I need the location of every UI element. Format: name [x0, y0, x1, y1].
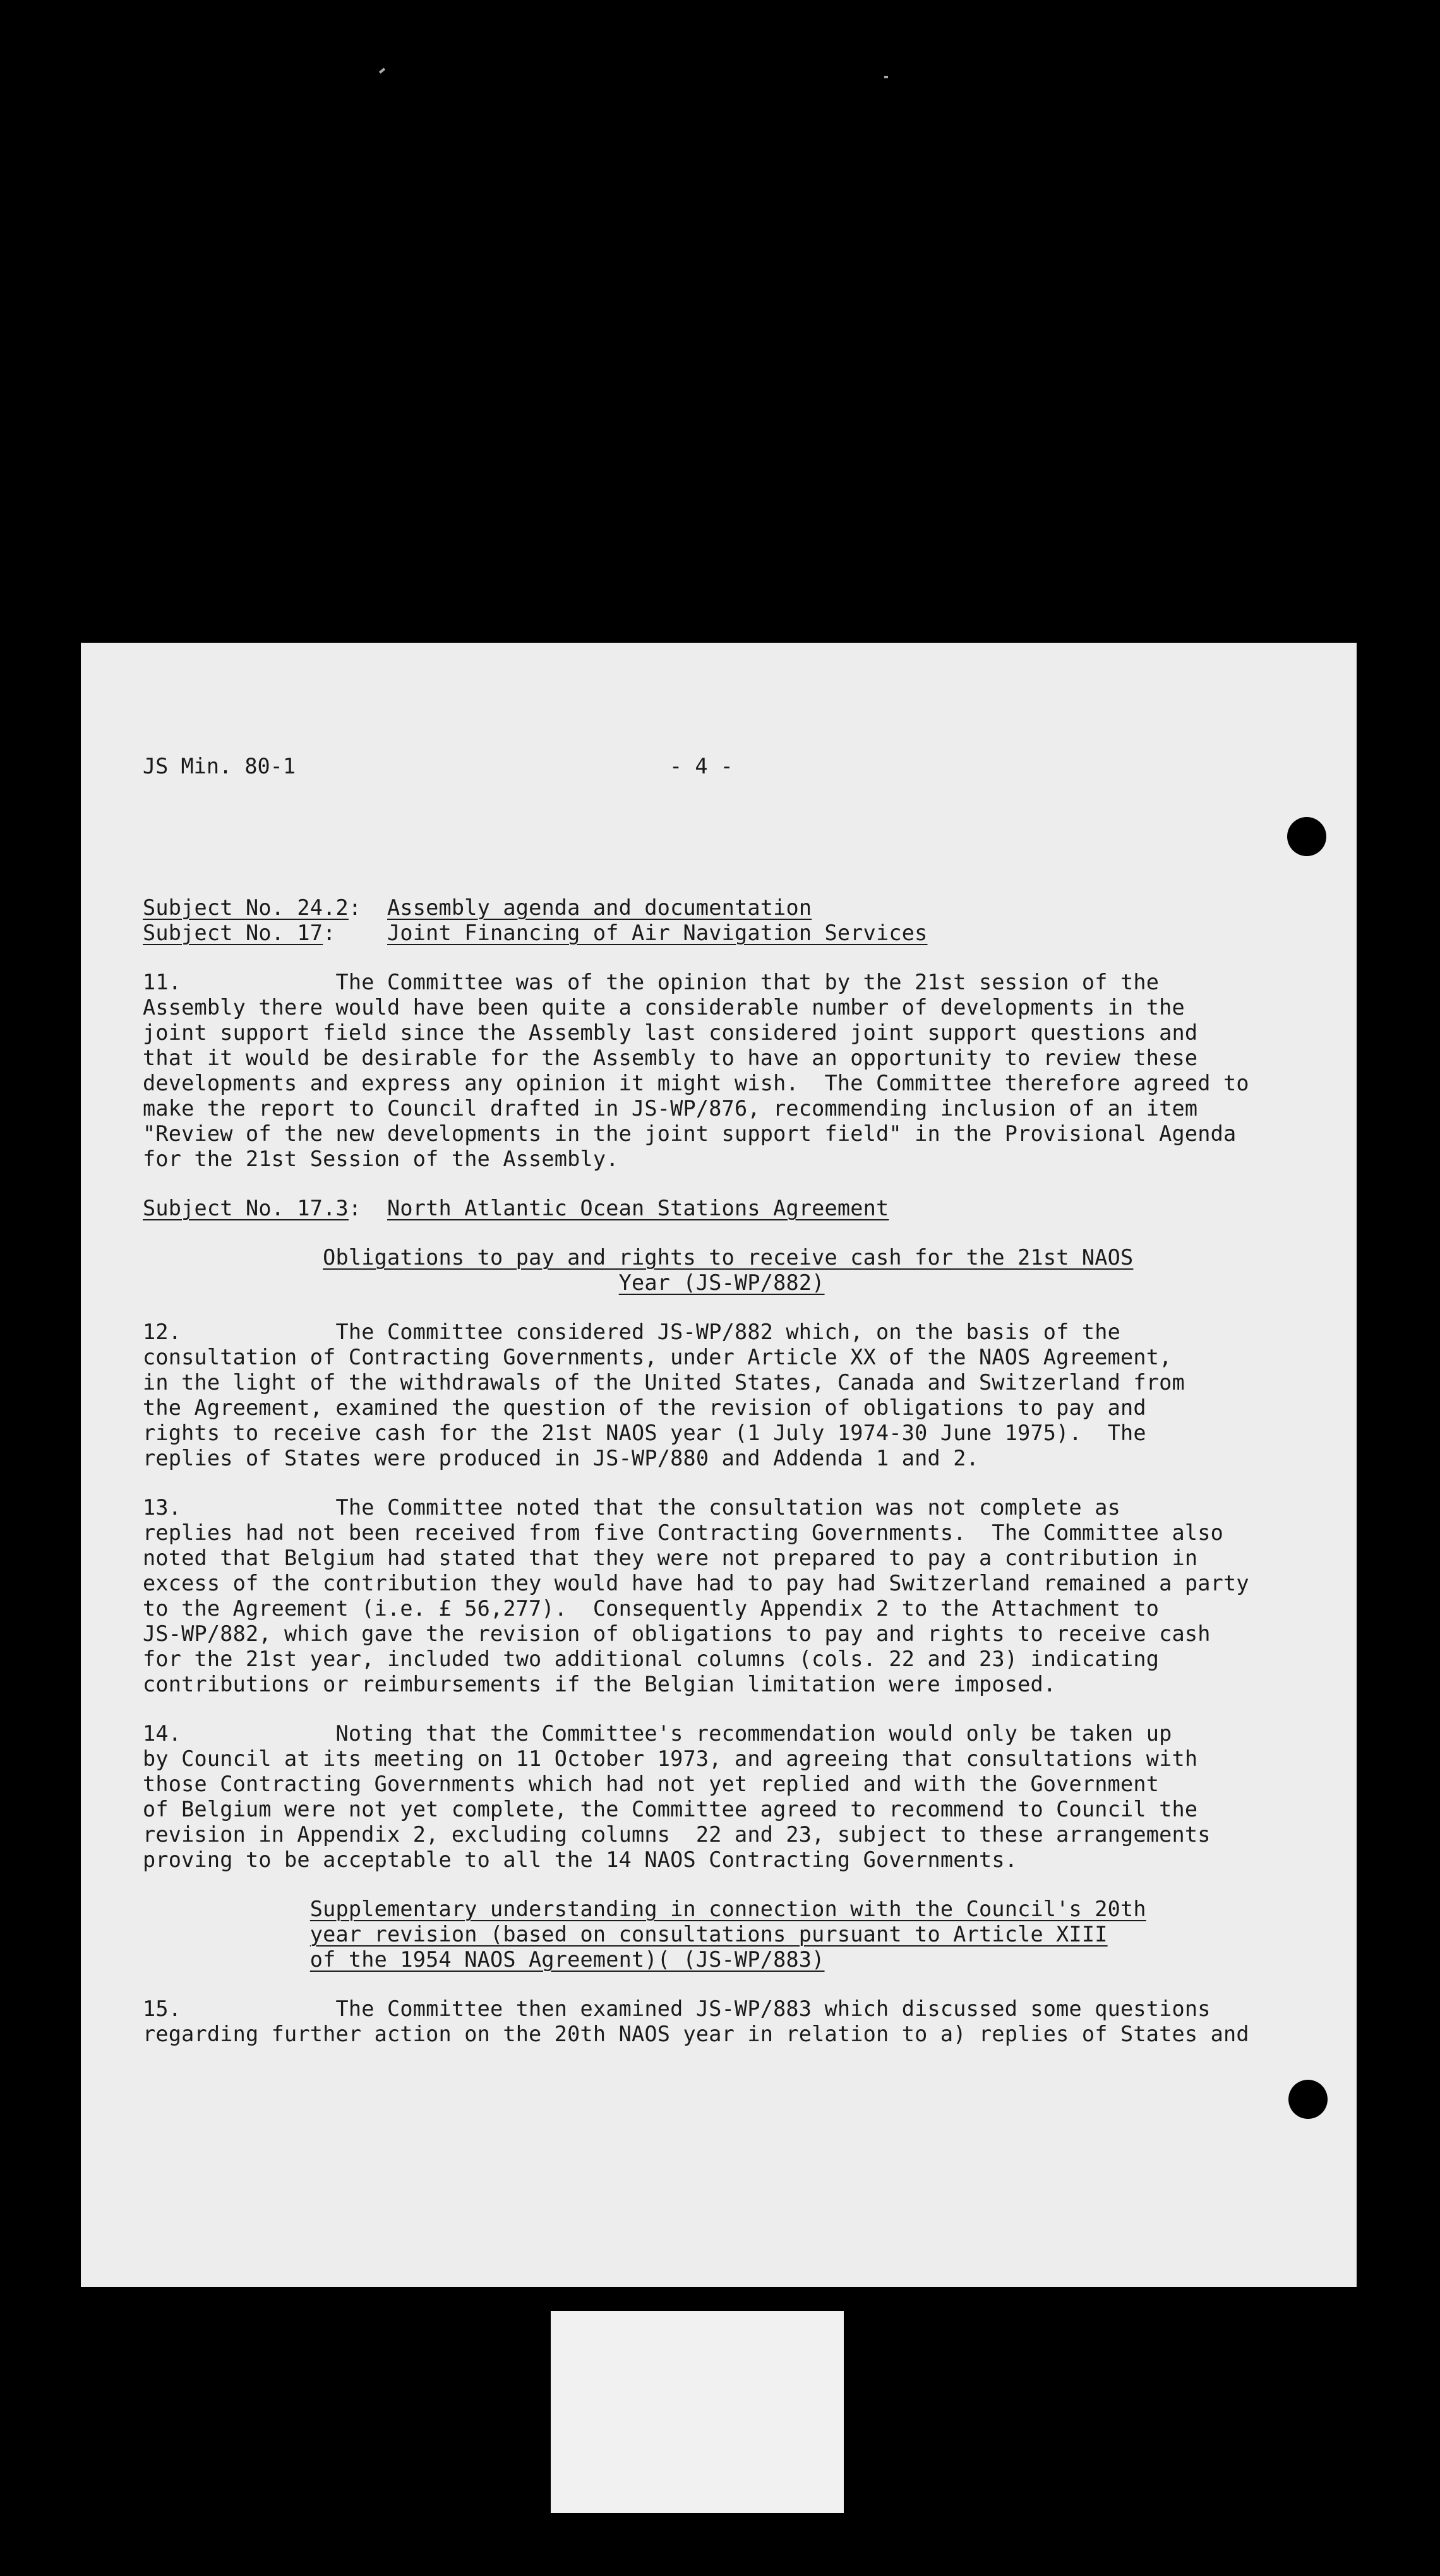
underlined-text: year revision (based on consultations pursuant to Article XIII	[309, 1922, 1108, 1947]
text-segment: of Belgium were not yet complete, the Committee agreed to recommend to Council the	[143, 1797, 1198, 1822]
text-segment: in the light of the withdrawals of the United States, Canada and Switzerland from	[143, 1370, 1185, 1395]
underlined-text: Subject No. 17	[143, 921, 323, 945]
text-line	[143, 1046, 1197, 1071]
text-line	[143, 2022, 1249, 2047]
underlined-text: Supplementary understanding in connection with the Council's 20th	[309, 1897, 1146, 1921]
text-line	[143, 1922, 1108, 1947]
text-line	[143, 1096, 1197, 1121]
text-segment: that it would be desirable for the Assembly to have an opportunity to review these	[143, 1046, 1198, 1070]
text-segment	[143, 1897, 310, 1921]
text-line	[143, 1596, 1159, 1621]
text-segment: consultation of Contracting Governments, under Article XX of the NAOS Agreement,	[143, 1345, 1172, 1369]
text-segment: contributions or reimbursements if the Belgian limitation were imposed.	[143, 1672, 1057, 1696]
page-number: - 4 -	[669, 754, 733, 778]
text-segment: to the Agreement (i.e. £ 56,277). Consequently Appendix 2 to the Attachment to	[143, 1596, 1160, 1621]
text-segment: joint support field since the Assembly last considered joint support questions and	[143, 1020, 1198, 1045]
text-segment	[143, 1922, 310, 1947]
text-segment: regarding further action on the 20th NAOS year in relation to a) replies of States and	[143, 2022, 1249, 2046]
text-segment: :	[348, 1196, 388, 1220]
text-line	[143, 1370, 1185, 1395]
text-segment: developments and express any opinion it might wish. The Committee therefore agreed to	[143, 1071, 1249, 1095]
punch-hole	[1288, 2080, 1328, 2119]
text-line	[143, 1345, 1172, 1370]
text-line	[143, 1847, 1017, 1873]
text-line	[143, 1797, 1197, 1822]
text-segment: :	[323, 921, 388, 945]
text-line	[143, 1672, 1056, 1697]
text-segment: by Council at its meeting on 11 October 1973, and agreeing that consultations with	[143, 1746, 1198, 1771]
film-speck	[379, 68, 385, 73]
text-segment: 14. Noting that the Committee's recommendation would only be taken up	[143, 1721, 1172, 1746]
text-segment: for the 21st year, included two additional columns (cols. 22 and 23) indicating	[143, 1647, 1160, 1671]
text-segment: those Contracting Governments which had not yet replied and with the Government	[143, 1772, 1160, 1796]
text-segment: rights to receive cash for the 21st NAOS year (1 July 1974-30 June 1975). The	[143, 1421, 1146, 1445]
text-line	[143, 1147, 619, 1172]
underlined-text: Subject No. 17.3	[143, 1196, 349, 1220]
paper-slip	[551, 2311, 844, 2513]
document-reference: JS Min. 80-1	[143, 754, 296, 778]
text-line	[143, 1421, 1146, 1446]
text-segment: "Review of the new developments in the joint support field" in the Provisional Agenda	[143, 1121, 1237, 1146]
text-line	[143, 1320, 1120, 1345]
text-line	[143, 1647, 1159, 1672]
text-line	[143, 921, 928, 946]
text-line	[143, 1822, 1211, 1847]
text-segment	[143, 1270, 619, 1295]
text-segment: revision in Appendix 2, excluding columns 22 and 23, subject to these arrangements	[143, 1822, 1211, 1847]
text-line	[143, 1721, 1172, 1746]
text-line	[143, 1395, 1146, 1421]
text-segment: excess of the contribution they would have had to pay had Switzerland remained a party	[143, 1571, 1249, 1595]
text-segment	[143, 1947, 310, 1972]
text-line	[143, 1245, 1133, 1270]
text-line	[143, 1546, 1197, 1571]
document-page	[81, 643, 1357, 2287]
text-line	[143, 1020, 1197, 1046]
text-segment: 13. The Committee noted that the consultation was not complete as	[143, 1495, 1121, 1520]
text-segment: the Agreement, examined the question of the revision of obligations to pay and	[143, 1395, 1146, 1420]
text-line	[143, 995, 1185, 1020]
text-segment: JS-WP/882, which gave the revision of obligations to pay and rights to receive cash	[143, 1621, 1211, 1646]
text-line	[143, 1495, 1120, 1520]
text-line	[143, 1571, 1249, 1596]
text-segment: replies of States were produced in JS-WP/880 and Addenda 1 and 2.	[143, 1446, 979, 1470]
text-segment: :	[348, 895, 388, 920]
text-line	[143, 1071, 1249, 1096]
text-segment: 12. The Committee considered JS-WP/882 which, on the basis of the	[143, 1320, 1121, 1344]
text-line	[143, 970, 1159, 995]
text-segment: noted that Belgium had stated that they were not prepared to pay a contribution in	[143, 1546, 1198, 1570]
text-segment: 11. The Committee was of the opinion that by the 21st session of the	[143, 970, 1160, 994]
text-line	[143, 1270, 825, 1296]
text-line	[143, 1996, 1211, 2022]
underlined-text: Obligations to pay and rights to receive cash for the 21st NAOS	[323, 1245, 1134, 1270]
text-line	[143, 1947, 825, 1972]
text-segment: proving to be acceptable to all the 14 NAOS Contracting Governments.	[143, 1847, 1018, 1872]
text-segment: replies had not been received from five Contracting Governments. The Committee also	[143, 1520, 1223, 1545]
text-segment	[143, 1245, 323, 1270]
underlined-text: of the 1954 NAOS Agreement)( (JS-WP/883)	[309, 1947, 825, 1972]
text-line	[143, 1897, 1146, 1922]
text-line	[143, 1746, 1197, 1772]
film-speck	[884, 76, 888, 78]
text-line	[143, 895, 812, 921]
underlined-text: Joint Financing of Air Navigation Services	[387, 921, 928, 945]
text-segment: Assembly there would have been quite a considerable number of developments in the	[143, 995, 1185, 1020]
punch-hole	[1287, 817, 1326, 856]
underlined-text: North Atlantic Ocean Stations Agreement	[387, 1196, 889, 1220]
underlined-text: Subject No. 24.2	[143, 895, 349, 920]
text-line	[143, 1520, 1223, 1546]
text-line	[143, 1121, 1236, 1147]
text-segment: for the 21st Session of the Assembly.	[143, 1147, 619, 1171]
text-line	[143, 1446, 979, 1471]
text-line	[143, 1621, 1211, 1647]
text-segment: make the report to Council drafted in JS-WP/876, recommending inclusion of an item	[143, 1096, 1198, 1121]
underlined-text: Assembly agenda and documentation	[387, 895, 812, 920]
text-segment: 15. The Committee then examined JS-WP/883 which discussed some questions	[143, 1996, 1211, 2021]
text-line	[143, 1772, 1159, 1797]
text-line	[143, 1196, 889, 1221]
underlined-text: Year (JS-WP/882)	[618, 1270, 825, 1295]
